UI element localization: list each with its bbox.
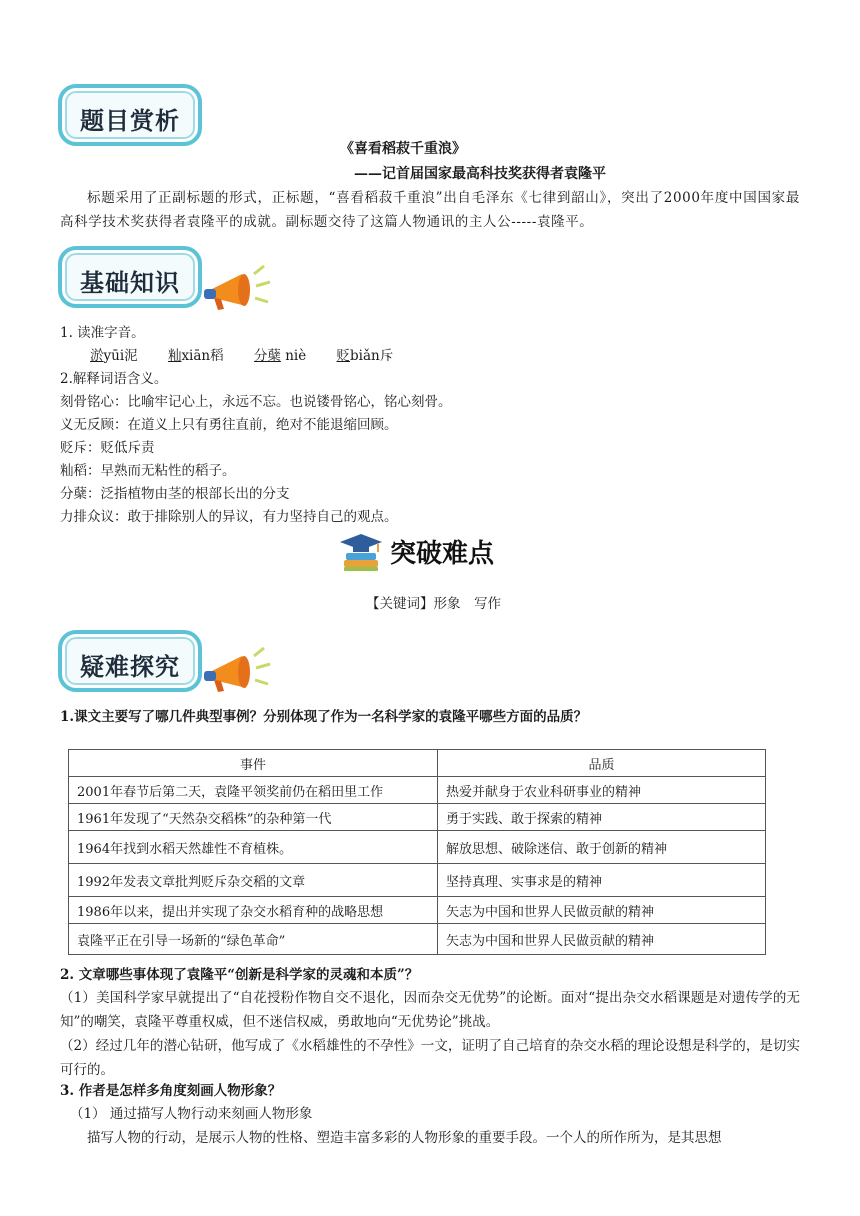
section-heading-basics <box>58 246 202 308</box>
pinyin-item: 贬biǎn斥 <box>336 348 394 364</box>
section-heading-analysis <box>58 84 202 146</box>
table-header-cell: 事件 <box>69 750 438 777</box>
table-row <box>69 897 766 924</box>
pinyin-row <box>90 345 393 367</box>
basics-q1: 1. 读准字音。 <box>60 325 145 341</box>
table-cell: 热爱并献身于农业科研事业的精神 <box>438 777 766 804</box>
pinyin-item: 淤yūi泥 <box>90 348 138 364</box>
table-cell: 解放思想、破除迷信、敢于创新的精神 <box>438 831 766 864</box>
explore-q3-point-1: （1） 通过描写人物行动来刻画人物形象 <box>70 1106 313 1122</box>
pinyin-item: 籼xiān稻 <box>167 348 224 364</box>
megaphone-icon <box>200 644 276 698</box>
explore-q3-paragraph: 描写人物的行动，是展示人物的性格、塑造丰富多彩的人物形象的重要手段。一个人的所作所为，是其思想 <box>87 1130 722 1146</box>
events-qualities-table <box>68 749 766 955</box>
section-heading-explore-label: 疑难探究 <box>80 653 180 681</box>
section-heading-explore <box>58 630 202 692</box>
section-heading-basics-label: 基础知识 <box>80 269 180 297</box>
graduation-books-icon <box>338 530 384 574</box>
title-analysis-paragraph: 标题采用了正副标题的形式，正标题，“喜看稻菽千重浪”出自毛泽东《七律到韶山》，突出了2000年度中国国家最高科学技术奖获得者袁隆平的成就。副标题交待了这篇人物通讯的主人公-----袁隆平。 <box>60 190 800 230</box>
section-heading-breakthrough: 突破难点 <box>390 539 495 569</box>
table-row <box>69 831 766 864</box>
explore-q2-answer-2: （2）经过几年的潜心钻研，他写成了《水稻雄性的不孕性》一文，证明了自己培育的杂交水稻的理论设想是科学的，是切实可行的。 <box>60 1038 800 1078</box>
explore-q2: 2. 文章哪些事体现了袁隆平“创新是科学家的灵魂和本质”？ <box>60 967 419 983</box>
term-definition: 分蘖：泛指植物由茎的根部长出的分支 <box>60 486 290 502</box>
article-subtitle: ——记首届国家最高科技奖获得者袁隆平 <box>354 166 606 182</box>
megaphone-icon <box>200 262 276 316</box>
section-heading-analysis-label: 题目赏析 <box>80 107 180 135</box>
table-cell: 1964年找到水稻天然雄性不育植株。 <box>69 831 438 864</box>
explore-q1: 1.课文主要写了哪几件典型事例？分别体现了作为一名科学家的袁隆平哪些方面的品质？ <box>60 709 588 725</box>
pinyin-item: 分蘖 niè <box>253 348 307 364</box>
term-definition: 籼稻：早熟而无粘性的稻子。 <box>60 463 236 479</box>
table-header-cell: 品质 <box>438 750 766 777</box>
table-cell: 2001年春节后第二天，袁隆平领奖前仍在稻田里工作 <box>69 777 438 804</box>
table-cell: 坚持真理、实事求是的精神 <box>438 864 766 897</box>
table-row <box>69 924 766 955</box>
article-title: 《喜看稻菽千重浪》 <box>340 141 466 157</box>
term-definition: 刻骨铭心：比喻牢记心上，永远不忘。也说镂骨铭心，铭心刻骨。 <box>60 394 452 410</box>
table-row <box>69 804 766 831</box>
table-cell: 矢志为中国和世界人民做贡献的精神 <box>438 924 766 955</box>
table-header-row <box>69 750 766 777</box>
table-cell: 袁隆平正在引导一场新的“绿色革命” <box>69 924 438 955</box>
table-row <box>69 864 766 897</box>
term-definition: 义无反顾：在道义上只有勇往直前，绝对不能退缩回顾。 <box>60 417 398 433</box>
table-cell: 勇于实践、敢于探索的精神 <box>438 804 766 831</box>
table-row <box>69 777 766 804</box>
explore-q2-answer-1: （1）美国科学家早就提出了“自花授粉作物自交不退化，因而杂交无优势”的论断。面对“提出杂交水稻课题是对遗传学的无知”的嘲笑，袁隆平尊重权威，但不迷信权威，勇敢地向“无优势论”挑战。 <box>60 990 800 1030</box>
term-definition: 力排众议：敢于排除别人的异议，有力坚持自己的观点。 <box>60 509 398 525</box>
keywords-line: 【关键词】形象 写作 <box>366 596 501 612</box>
basics-q2: 2.解释词语含义。 <box>60 371 168 387</box>
table-cell: 矢志为中国和世界人民做贡献的精神 <box>438 897 766 924</box>
table-cell: 1986年以来，提出并实现了杂交水稻育种的战略思想 <box>69 897 438 924</box>
explore-q3: 3. 作者是怎样多角度刻画人物形象？ <box>60 1083 282 1099</box>
table-cell: 1961年发现了“天然杂交稻株”的杂种第一代 <box>69 804 438 831</box>
term-definition: 贬斥：贬低斥责 <box>60 440 155 456</box>
table-cell: 1992年发表文章批判贬斥杂交稻的文章 <box>69 864 438 897</box>
